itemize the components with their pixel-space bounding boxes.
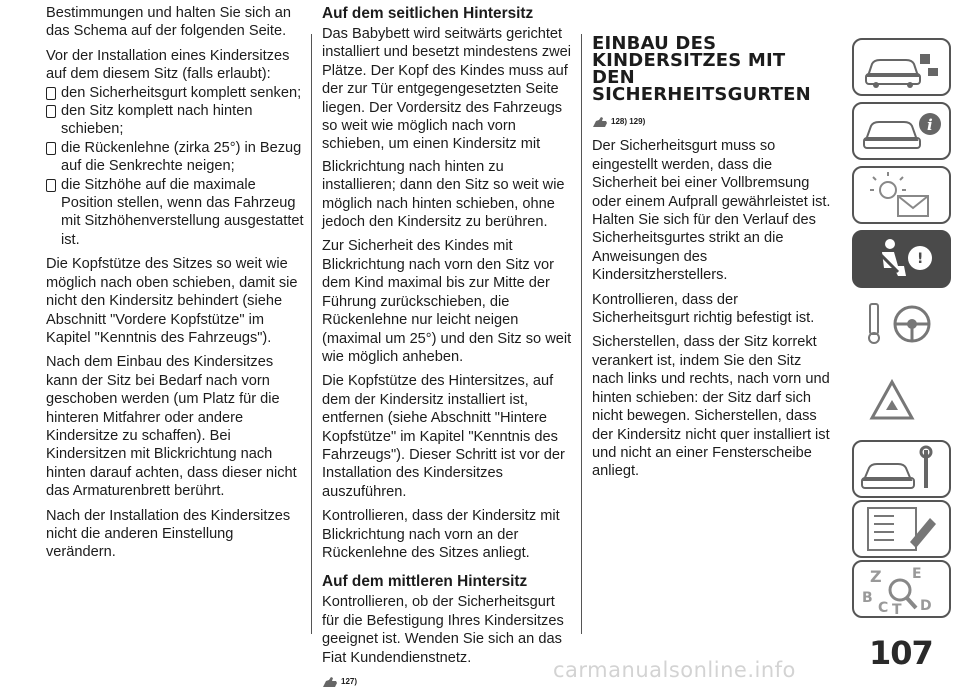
warning-lights-icon xyxy=(854,168,949,222)
car-maintenance-icon xyxy=(854,442,949,496)
tab-car-info[interactable] xyxy=(852,102,951,160)
hand-warning-icon xyxy=(322,675,338,689)
bullet-item: den Sitz komplett nach hinten schieben; xyxy=(46,102,304,139)
tab-index[interactable] xyxy=(852,560,951,618)
paragraph: Die Kopfstütze des Hintersitzes, auf dem der Kindersitz installiert ist, entfernen (siehe Abschnitt "Hintere Kopfstütze" im Kapitel "Kenntnis des Fahrzeugs"). Dieser Schritt ist vor der Installation des Kindersitzes auszuführen. xyxy=(322,373,565,500)
column-divider xyxy=(581,34,582,634)
key-steering-wheel-icon xyxy=(852,294,947,352)
svg-text:!: ! xyxy=(917,251,924,267)
car-overview-icon xyxy=(854,40,949,94)
tab-technical-data[interactable] xyxy=(852,500,951,558)
hand-warning-icon xyxy=(592,115,608,129)
paragraph: Nach der Installation des Kindersitzes nicht die anderen Einstellung verändern. xyxy=(46,507,291,561)
svg-text:Z: Z xyxy=(870,567,882,586)
checkbox-icon xyxy=(46,105,56,118)
paragraph: Blickrichtung nach hinten zu installieren; dann den Sitz so weit wie möglich nach hinten schieben, ohne jedoch den Kindersitz zu berühren. xyxy=(322,158,565,231)
warning-reference: 128) 129) xyxy=(592,113,832,131)
bullet-item: die Rückenlehne (zirka 25°) in Bezug auf die Senkrechte neigen; xyxy=(46,139,304,176)
paragraph: Sicherstellen, dass der Sitz korrekt verankert ist, indem Sie den Sitz nach links und rechts, nach vorn und hinten schieben: der Sitz darf sich nicht bewegen. Sicherstellen, dass der Kindersitz nicht quer installiert ist und nicht an einer Fensterscheibe anliegt. xyxy=(592,334,830,480)
paragraph: Zur Sicherheit des Kindes mit Blickrichtung nach vorn den Sitz vor dem Kind maximal bis zur Mitte der Führung zurückschieben, die Rückenlehne nur leicht neigen (maximal um 25°) und den Sitz so weit wie möglich anheben. xyxy=(322,238,572,365)
column-2 xyxy=(322,4,574,697)
paragraph: Das Babybett wird seitwärts gerichtet installiert und besetzt mindestens zwei Plätze. Der Kopf des Kindes muss auf der zur Tür entgegengesetzten Seite liegen. Der Vordersitz des Fahrzeugs so weit wie möglich nach vorn schieben, um einen Kindersitz mit xyxy=(322,26,572,153)
alphabetical-index-icon xyxy=(854,562,949,618)
checkbox-icon xyxy=(46,87,56,100)
svg-text:E: E xyxy=(912,566,922,582)
chapter-sidebar xyxy=(852,0,960,678)
column-3 xyxy=(592,4,832,487)
checkbox-icon xyxy=(46,179,56,192)
tab-safety[interactable] xyxy=(852,230,951,288)
bullet-item: die Sitzhöhe auf die maximale Position stellen, wenn das Fahrzeug mit Sitzhöhenverstellung ausgestattet ist. xyxy=(46,176,304,250)
paragraph: Nach dem Einbau des Kindersitzes kann der Sitz bei Bedarf nach vorn geschoben werden (um Platz für die hinteren Mitfahrer oder andere Kindersitze zu schaffen). Bei Kindersitzen mit Blickrichtung nach hinten darauf achten, dass dieser nicht das Armaturenbrett berührt. xyxy=(46,354,297,500)
svg-text:T: T xyxy=(892,602,902,618)
paragraph: Kontrollieren, dass der Kindersitz mit Blickrichtung nach vorn an der Rückenlehne des Sitzes anliegt. xyxy=(322,508,560,561)
svg-text:i: i xyxy=(927,116,933,134)
paragraph: Die Kopfstütze des Sitzes so weit wie möglich nach oben schieben, damit sie nicht den Kindersitz behindert (siehe Abschnitt "Vordere Kopfstütze" im Kapitel "Kenntnis des Fahrzeugs"). xyxy=(46,256,298,346)
tab-emergency[interactable] xyxy=(852,374,951,432)
page-number: 107 xyxy=(869,634,933,672)
paragraph: Kontrollieren, ob der Sicherheitsgurt für die Befestigung Ihres Kindersitzes geeignet ist. Wenden Sie sich an das Fiat Kundendienstnetz. xyxy=(322,594,564,666)
tab-car-overview[interactable] xyxy=(852,38,951,96)
tab-starting-driving[interactable] xyxy=(852,294,951,352)
column-divider xyxy=(311,34,312,634)
svg-text:B: B xyxy=(862,590,873,606)
paragraph: Bestimmungen und halten Sie sich an das Schema auf der folgenden Seite. xyxy=(46,5,292,40)
page-title: EINBAU DES KINDERSITZES MIT DEN SICHERHEITSGURTEN xyxy=(592,33,811,105)
warning-reference: 127) xyxy=(322,673,574,691)
safety-airbag-icon xyxy=(854,232,949,286)
paragraph: Vor der Installation eines Kindersitzes auf dem diesem Sitz (falls erlaubt): xyxy=(46,47,290,83)
tab-maintenance[interactable] xyxy=(852,440,951,498)
section-heading: Auf dem seitlichen Hintersitz xyxy=(322,5,534,22)
watermark: carmanualsonline.info xyxy=(553,658,796,682)
bullet-item: den Sicherheitsgurt komplett senken; xyxy=(46,84,304,102)
tab-warning-lights[interactable] xyxy=(852,166,951,224)
paragraph: Kontrollieren, dass der Sicherheitsgurt richtig befestigt ist. xyxy=(592,291,815,327)
checkbox-icon xyxy=(46,142,56,155)
car-info-icon xyxy=(854,104,949,158)
svg-text:D: D xyxy=(920,598,932,614)
svg-text:C: C xyxy=(878,600,889,616)
column-1 xyxy=(46,4,304,568)
emergency-triangle-icon xyxy=(852,374,947,428)
paragraph: Der Sicherheitsgurt muss so eingestellt werden, dass die Sicherheit bei einer Vollbremsung oder einem Aufprall gewährleistet ist. Halten Sie sich für den Verlauf des Sicherheitsgurtes strikt an die Anweisungen des Kindersitzherstellers. xyxy=(592,138,831,284)
section-heading: Auf dem mittleren Hintersitz xyxy=(322,573,528,591)
technical-data-icon xyxy=(854,502,949,556)
